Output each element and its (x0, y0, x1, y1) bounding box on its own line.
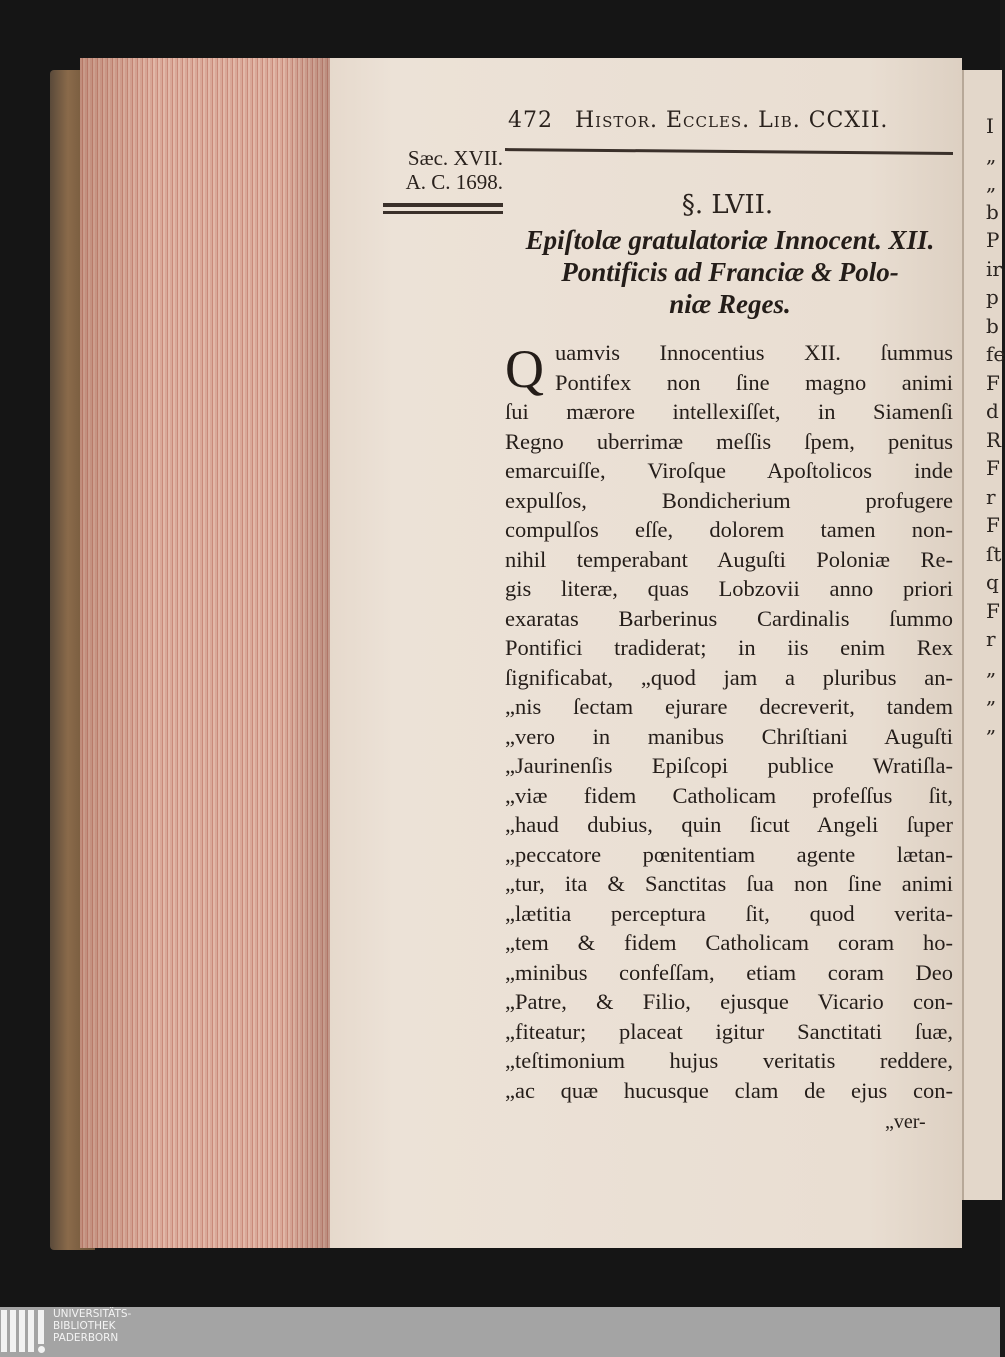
logo-line: UNIVERSITÄTS- (53, 1308, 132, 1320)
logo-dot-icon (38, 1346, 45, 1353)
text-line: „teſtimonium hujus veritatis reddere, (505, 1048, 953, 1073)
text-line: „vero in manibus Chriſtiani Auguſti (505, 723, 953, 749)
body-text (505, 338, 953, 1105)
title-line: Pontificis ad Franciæ & Polo- (561, 257, 899, 287)
text-line: „ac quæ hucusque clam de ejus con- (505, 1077, 953, 1103)
library-logo-text (53, 1308, 131, 1344)
next-page-fragment: „ (986, 142, 997, 167)
text-line: „minibus confeſſam, etiam coram Deo (505, 959, 953, 985)
next-page-fragment: F (986, 598, 1000, 623)
text-line: „tur, ita & Sanctitas ſua non ſine animi (505, 871, 953, 896)
next-page-fragment: F (986, 456, 1000, 480)
next-page-fragment: d (986, 399, 999, 423)
logo-line: BIBLIOTHEK (53, 1320, 116, 1332)
page-edges (80, 58, 332, 1248)
next-page-fragment: fe (986, 342, 1005, 366)
running-header (508, 108, 948, 134)
text-line: exaratas Barberinus Cardinalis ſummo (505, 605, 953, 631)
footer-bar (0, 1307, 1000, 1357)
next-page-fragment: r (986, 627, 996, 651)
text-line: „viæ fidem Catholicam profeſſus ſit, (505, 782, 953, 808)
text-line: „tem & fidem Catholicam coram ho- (505, 930, 953, 955)
next-page-edge (962, 70, 1005, 1200)
next-page-fragment: „ (986, 655, 997, 680)
text-line: gis literæ, quas Lobzovii anno priori (505, 576, 953, 601)
section-number: §. LVII. (681, 190, 774, 220)
title-line: niæ Reges. (669, 289, 791, 319)
text-line: ſignificabat, „quod jam a pluribus an- (505, 664, 953, 690)
next-page-fragment: b (986, 313, 999, 338)
title-line: Epiſtolæ gratulatoriæ Innocent. XII. (525, 225, 935, 255)
text-line: „peccatore pœnitentiam agente lætan- (505, 841, 953, 867)
text-line: „haud dubius, quin ſicut Angeli ſuper (505, 812, 953, 837)
text-line: Regno uberrimæ meſſis ſpem, penitus (505, 428, 953, 454)
margin-rule (383, 203, 503, 207)
text-line: expulſos, Bondicherium profugere (505, 487, 953, 513)
text-line: uamvis Innocentius XII. ſummus (555, 340, 953, 365)
text-line: „Patre, & Filio, ejusque Vicario con- (505, 989, 953, 1014)
text-line: emarcuiſſe, Viroſque Apoſtolicos inde (505, 458, 953, 483)
next-page-fragment: F (986, 370, 1000, 395)
page-number: 472 (508, 108, 553, 133)
next-page-fragment: R (986, 427, 1002, 452)
next-page-fragment: ſt (986, 541, 1002, 566)
text-line: „lætitia perceptura ſit, quod verita- (505, 900, 953, 926)
next-page-fragment: F (986, 513, 1000, 537)
text-line: compulſos eſſe, dolorem tamen non- (505, 517, 953, 542)
next-page-fragment: q (986, 570, 999, 594)
catchword: „ver- (885, 1111, 926, 1133)
next-page-fragment: „ (986, 171, 997, 195)
next-page-fragment: p (986, 285, 999, 309)
margin-note (378, 146, 503, 194)
text-line: Pontifici tradiderat; in iis enim Rex (505, 635, 953, 660)
text-line: Pontifex non ſine magno animi (555, 369, 953, 395)
drop-cap: Q (505, 339, 544, 399)
next-page-fragment: ir (986, 256, 1002, 281)
text-line: „nis ſectam ejurare decreverit, tandem (505, 694, 953, 719)
next-page-fragment: „ (986, 712, 997, 737)
next-page-fragment: „ (986, 684, 997, 708)
text-line: „Jaurinenſis Epiſcopi publice Wratiſla- (505, 753, 953, 778)
next-page-fragment: P (986, 228, 1000, 252)
section-title (505, 224, 955, 320)
text-line: ſui mærore intellexiſſet, in Siamenſi (505, 399, 953, 424)
text-line: „fiteatur; placeat igitur Sanctitati ſuæ, (505, 1018, 953, 1044)
next-page-fragment: b (986, 199, 999, 224)
margin-rule (383, 211, 503, 214)
next-page-fragment: r (986, 484, 996, 509)
text-line: nihil temperabant Auguſti Poloniæ Re- (505, 546, 953, 572)
margin-year: A. C. 1698. (405, 170, 503, 194)
running-title: Histor. Eccles. Lib. CCXII. (575, 108, 889, 133)
margin-century: Sæc. XVII. (407, 146, 503, 170)
logo-line: PADERBORN (53, 1332, 119, 1344)
next-page-fragment: I (986, 114, 994, 138)
